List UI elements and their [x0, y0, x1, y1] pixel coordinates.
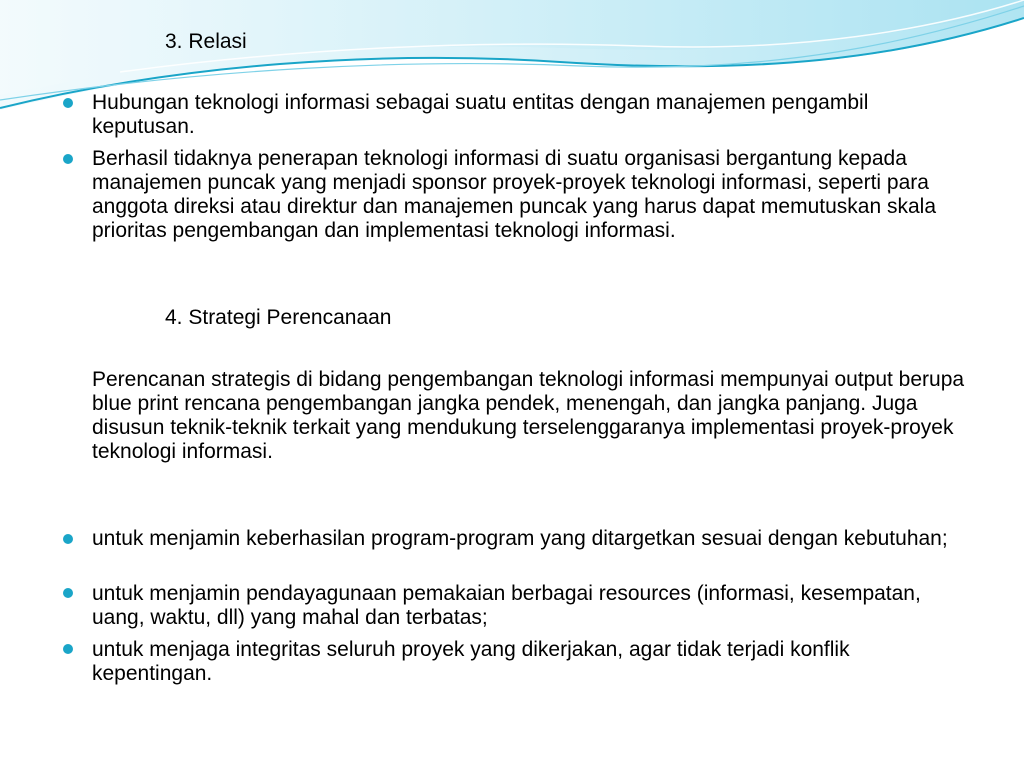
- heading-strategi: 4. Strategi Perencanaan: [165, 306, 392, 329]
- heading-relasi: 3. Relasi: [165, 30, 247, 53]
- bullet-icon: [63, 644, 73, 654]
- bullet-icon: [63, 588, 73, 598]
- strategi-bullet-3: untuk menjaga integritas seluruh proyek yang dikerjakan, agar tidak terjadi konflik kepentingan.: [92, 638, 850, 685]
- bullet-icon: [63, 98, 73, 108]
- relasi-bullet-1: Hubungan teknologi informasi sebagai suatu entitas dengan manajemen pengambil keputusan.: [92, 91, 869, 138]
- relasi-bullet-2: Berhasil tidaknya penerapan teknologi informasi di suatu organisasi bergantung kepada manajemen puncak yang menjadi sponsor proyek-proyek teknologi informasi, seperti para anggota direksi atau direktur dan manajemen puncak yang harus dapat memutuskan skala prioritas pengembangan dan implementasi teknologi informasi.: [92, 147, 937, 242]
- strategi-paragraph: Perencanan strategis di bidang pengembangan teknologi informasi mempunyai output berupa blue print rencana pengembangan jangka pendek, menengah, dan jangka panjang. Juga disusun teknik-teknik terkait yang mendukung terselenggaranya implementasi proyek-proyek teknologi informasi.: [92, 368, 965, 463]
- bullet-icon: [63, 154, 73, 164]
- strategi-bullet-2: untuk menjamin pendayagunaan pemakaian berbagai resources (informasi, kesempatan, uang, waktu, dll) yang mahal dan terbatas;: [92, 582, 921, 629]
- strategi-bullet-1: untuk menjamin keberhasilan program-program yang ditargetkan sesuai dengan kebutuhan;: [92, 527, 948, 550]
- bullet-icon: [63, 534, 73, 544]
